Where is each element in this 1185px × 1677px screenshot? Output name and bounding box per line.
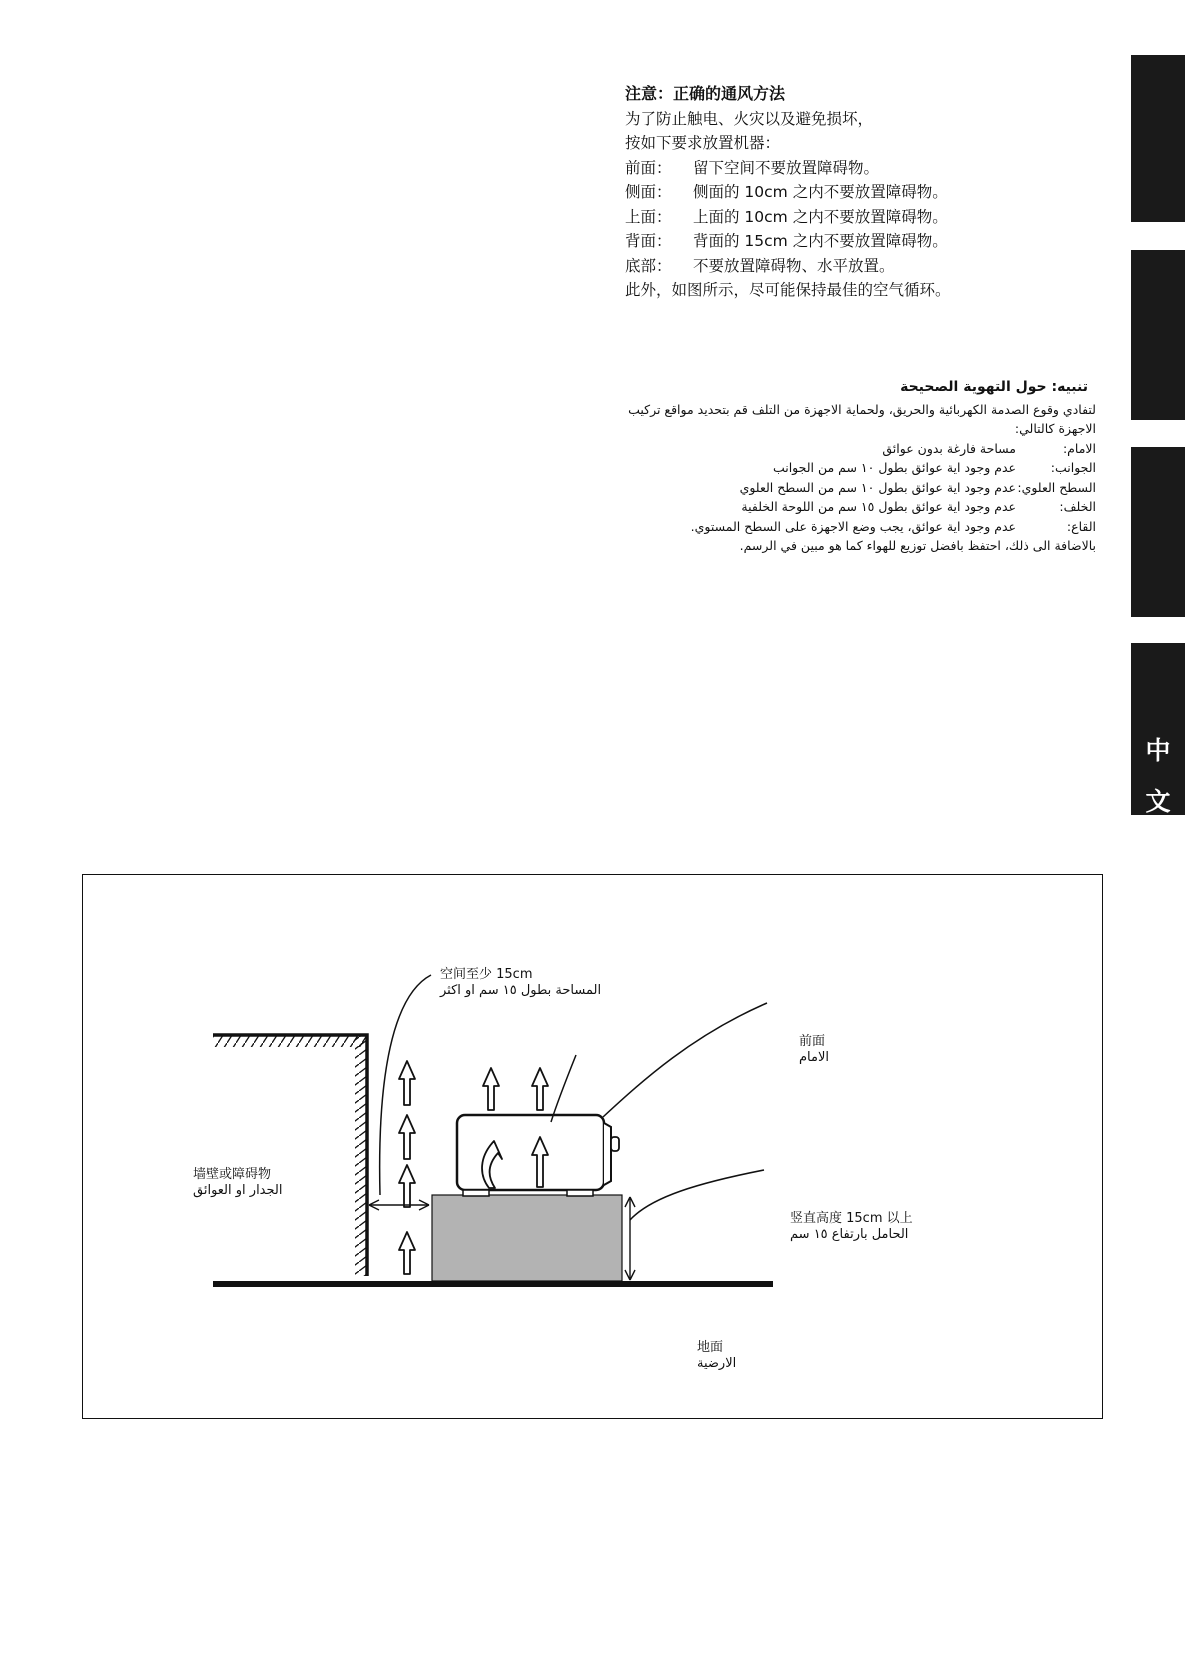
arabic-item-text: عدم وجود اية عوائق بطول ١٠ سم من السطح العلوي [739, 479, 1016, 495]
arabic-ventilation-notice [600, 378, 1096, 556]
wall-label-ar: الجدار او العوائق [193, 1183, 283, 1198]
arabic-item-text: عدم وجود اية عوائق بطول ١٥ سم من اللوحة الخلفية [741, 499, 1016, 514]
chinese-item-text: 侧面的 10cm 之内不要放置障碍物。 [693, 183, 948, 201]
space-label [440, 967, 601, 999]
stand [432, 1195, 622, 1281]
arabic-item-text: مساحة فارغة بدون عوائق [882, 440, 1016, 456]
chinese-item-label: 背面： [625, 232, 672, 250]
wall [213, 1035, 367, 1276]
arabic-item-top [600, 478, 1096, 498]
arabic-item-back [600, 497, 1096, 517]
arabic-title: تنبيه: حول التهوية الصحيحة [900, 379, 1088, 395]
chinese-closing: 此外，如图所示，尽可能保持最佳的空气循环。 [625, 281, 951, 299]
airflow-arrow [399, 1232, 415, 1274]
airflow-arrow [399, 1061, 415, 1105]
floor-label [697, 1340, 736, 1372]
tab-char: 文 [1145, 787, 1171, 816]
arabic-item-text: عدم وجود اية عوائق، يجب وضع الاجهزة على السطح المستوي. [690, 518, 1016, 534]
arabic-item-bottom [600, 517, 1096, 537]
chinese-item-bottom [625, 254, 985, 279]
airflow-arrow [532, 1068, 548, 1110]
chinese-item-top [625, 205, 985, 230]
floor-label-ar: الارضية [697, 1356, 737, 1371]
arabic-closing: بالاضافة الى ذلك، احتفظ بافضل توزيع للهواء كما هو مبين في الرسم. [739, 538, 1096, 553]
wall-label [193, 1167, 282, 1199]
chinese-intro-line-1: 为了防止触电、火灾以及避免损坏， [625, 109, 874, 128]
chinese-item-front [625, 156, 985, 181]
chinese-item-label: 前面： [625, 158, 672, 177]
chinese-item-text: 背面的 15cm 之内不要放置障碍物。 [693, 232, 948, 250]
arabic-intro-line-1: لتفادي وقوع الصدمة الكهربائية والحريق، ولحماية الاجهزة من التلف قم بتحديد مواقع تركيب [628, 401, 1096, 417]
chinese-title: 注意：正确的通风方法 [625, 84, 786, 103]
chinese-item-label: 底部： [625, 256, 672, 275]
chinese-item-sides [625, 180, 985, 205]
tab-char: 中 [1145, 736, 1171, 765]
clearance-dimension [369, 1200, 429, 1210]
chinese-item-text: 不要放置障碍物、水平放置。 [693, 256, 895, 275]
language-tab-3[interactable] [1131, 447, 1185, 617]
diagram-graphic [83, 875, 1104, 1420]
space-label-zh: 空间至少 15cm [440, 967, 533, 982]
chinese-ventilation-notice [625, 82, 985, 303]
airflow-arrow [483, 1068, 499, 1110]
arabic-item-label: الجوانب: [1050, 460, 1096, 475]
ventilation-diagram [82, 874, 1103, 1419]
floor-label-zh: 地面 [697, 1340, 724, 1355]
chinese-item-text: 上面的 10cm 之内不要放置障碍物。 [693, 207, 948, 226]
height-leader-line [630, 1170, 764, 1220]
language-tab-2[interactable] [1131, 250, 1185, 420]
chinese-item-back [625, 229, 985, 254]
front-label [799, 1034, 829, 1066]
arabic-item-label: الامام: [1062, 440, 1096, 456]
chinese-item-label: 侧面： [625, 183, 672, 201]
wall-label-zh: 墙壁或障碍物 [193, 1167, 272, 1182]
chinese-tab-label [1137, 725, 1179, 827]
arabic-item-text: عدم وجود اية عوائق بطول ١٠ سم من الجوانب [772, 460, 1016, 475]
language-tab-1[interactable] [1131, 55, 1185, 222]
language-tab-chinese[interactable] [1131, 643, 1185, 815]
space-label-ar: المساحة بطول ١٥ سم او اكثر [440, 983, 602, 998]
chinese-item-text: 留下空间不要放置障碍物。 [693, 158, 880, 177]
arabic-item-label: السطح العلوي: [1017, 479, 1096, 495]
stand-height-dimension [625, 1197, 635, 1280]
height-label [790, 1211, 913, 1243]
arabic-item-label: الخلف: [1059, 499, 1096, 514]
front-leader-line [603, 1003, 767, 1117]
arabic-item-front [600, 439, 1096, 459]
height-label-ar: الحامل بارتفاع ١٥ سم [790, 1227, 909, 1242]
chinese-intro-line-2: 按如下要求放置机器： [625, 134, 781, 152]
airflow-arrow [399, 1165, 415, 1207]
airflow-arrow [399, 1115, 415, 1159]
unit-leader-line [551, 1055, 576, 1122]
front-label-zh: 前面 [799, 1034, 826, 1049]
arabic-intro-line-2: الاجهزة كالتالي: [1014, 421, 1096, 436]
arabic-item-label: القاع: [1066, 518, 1096, 534]
front-label-ar: الامام [799, 1050, 829, 1065]
language-tabs [1131, 0, 1185, 1677]
chinese-item-label: 上面： [625, 207, 672, 226]
height-label-zh: 竖直高度 15cm 以上 [790, 1211, 913, 1226]
arabic-item-sides [600, 458, 1096, 478]
